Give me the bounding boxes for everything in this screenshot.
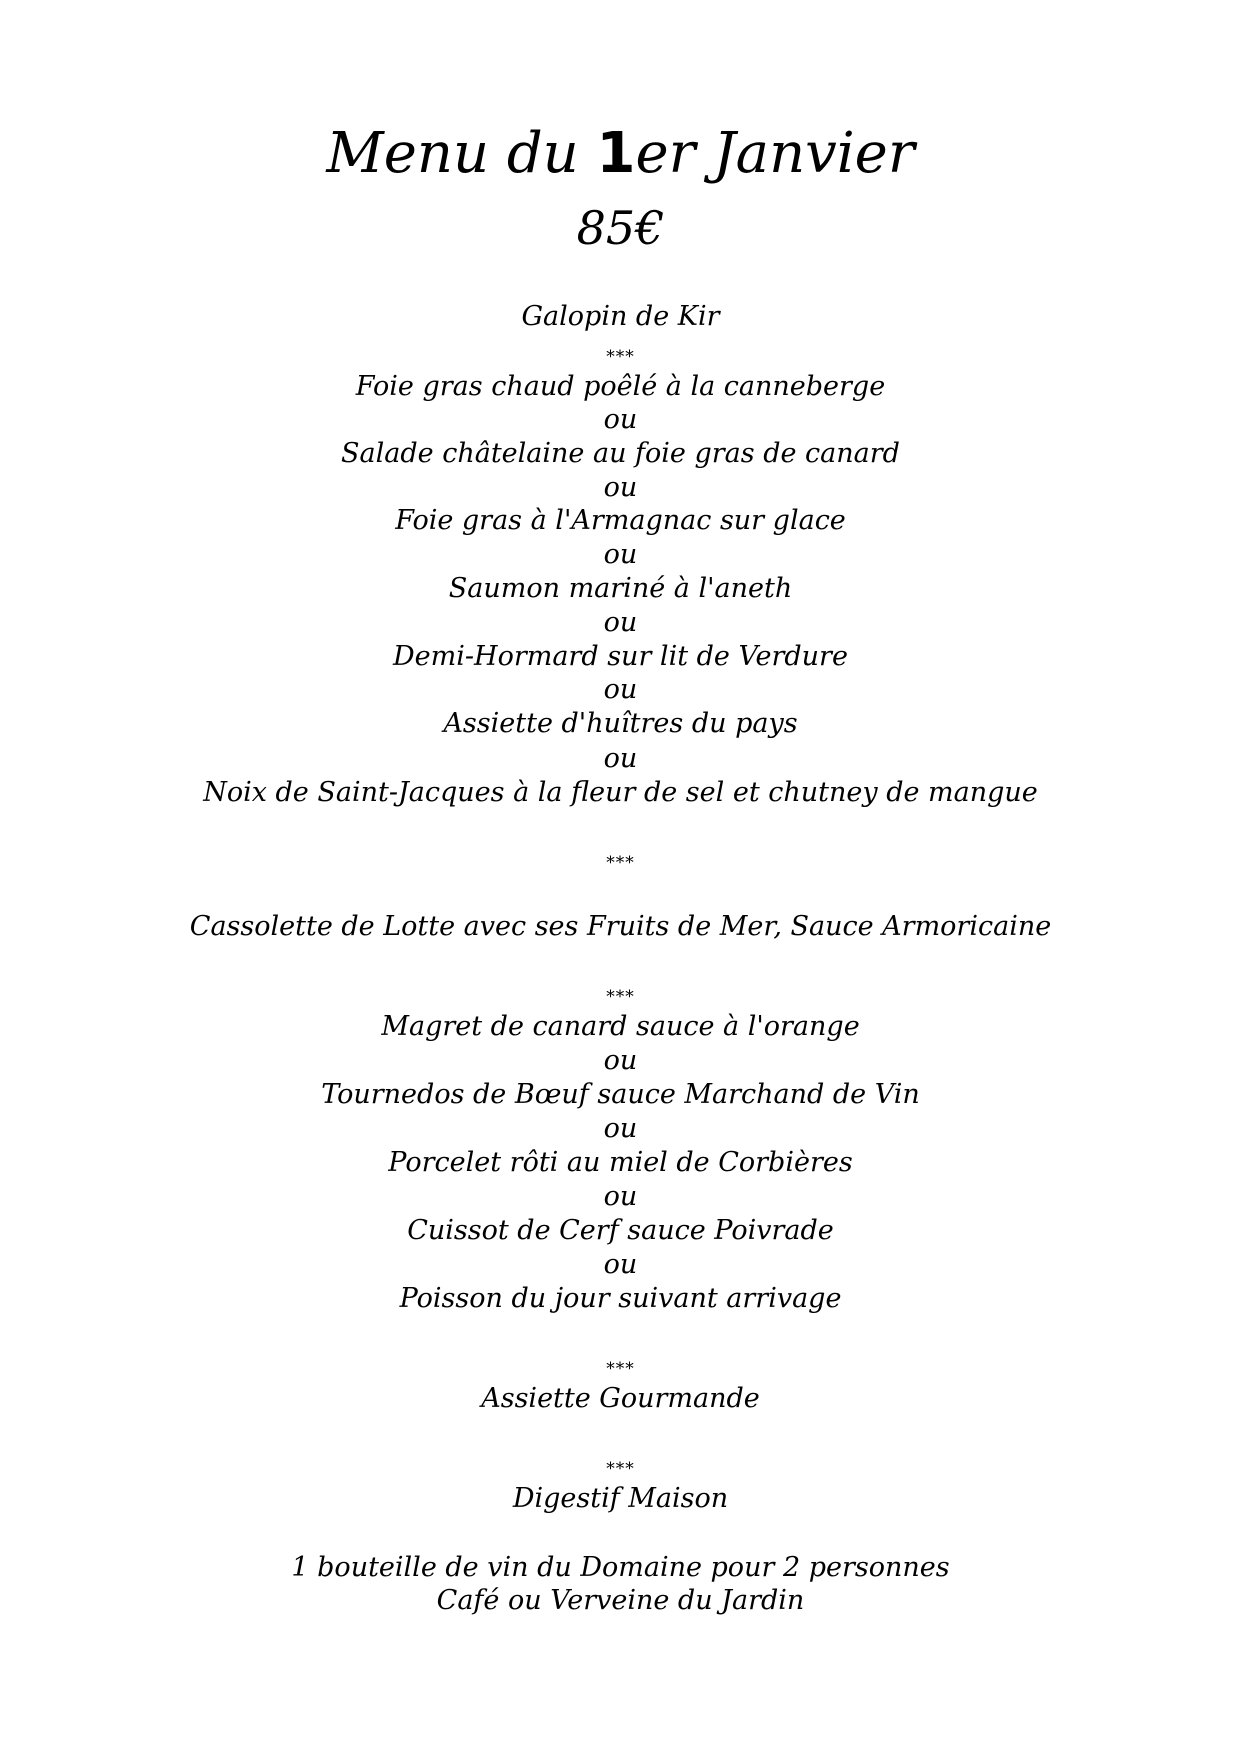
- menu-separator: ***: [606, 347, 635, 367]
- menu-line-main: Magret de canard sauce à l'orange: [381, 1011, 860, 1042]
- menu-price: 85€: [576, 201, 665, 255]
- menu-line-or: ou: [603, 539, 638, 570]
- menu-line-or: ou: [603, 1181, 638, 1212]
- menu-line-main: Tournedos de Bœuf sauce Marchand de Vin: [321, 1079, 920, 1110]
- menu-line-starter: Foie gras à l'Armagnac sur glace: [395, 505, 846, 536]
- title-suffix: er Janvier: [635, 121, 915, 186]
- menu-line-coffee: Café ou Verveine du Jardin: [436, 1585, 805, 1616]
- menu-separator: ***: [606, 987, 635, 1007]
- menu-separator: ***: [606, 1459, 635, 1479]
- menu-line-digestif: Digestif Maison: [512, 1483, 729, 1514]
- menu-title: [0, 122, 1241, 186]
- menu-line-main: Cuissot de Cerf sauce Poivrade: [407, 1215, 834, 1246]
- menu-separator: ***: [606, 853, 635, 873]
- menu-line-or: ou: [603, 1045, 638, 1076]
- menu-line-starter: Demi-Hormard sur lit de Verdure: [393, 641, 848, 672]
- menu-line-starter: Noix de Saint-Jacques à la fleur de sel et chutney de mangue: [203, 777, 1038, 808]
- menu-line-aperitif: Galopin de Kir: [521, 301, 720, 332]
- menu-line-starter: Saumon mariné à l'aneth: [448, 573, 793, 604]
- menu-line-or: ou: [603, 472, 638, 503]
- menu-line-dessert: Assiette Gourmande: [481, 1383, 760, 1414]
- menu-line-fish-course: Cassolette de Lotte avec ses Fruits de Mer, Sauce Armoricaine: [189, 911, 1052, 942]
- title-day-number: 1: [596, 121, 636, 186]
- menu-line-starter: Salade châtelaine au foie gras de canard: [341, 438, 900, 469]
- menu-separator: ***: [606, 1359, 635, 1379]
- title-prefix: Menu du: [326, 121, 597, 186]
- menu-line-or: ou: [603, 743, 638, 774]
- menu-line-starter: Foie gras chaud poêlé à la canneberge: [355, 371, 886, 402]
- menu-line-main: Poisson du jour suivant arrivage: [399, 1283, 842, 1314]
- menu-line-main: Porcelet rôti au miel de Corbières: [388, 1147, 853, 1178]
- menu-line-or: ou: [603, 607, 638, 638]
- menu-line-or: ou: [603, 1249, 638, 1280]
- menu-line-wine: 1 bouteille de vin du Domaine pour 2 personnes: [291, 1552, 950, 1583]
- menu-line-or: ou: [603, 674, 638, 705]
- menu-line-or: ou: [603, 1113, 638, 1144]
- menu-line-starter: Assiette d'huîtres du pays: [443, 708, 798, 739]
- menu-line-or: ou: [603, 404, 638, 435]
